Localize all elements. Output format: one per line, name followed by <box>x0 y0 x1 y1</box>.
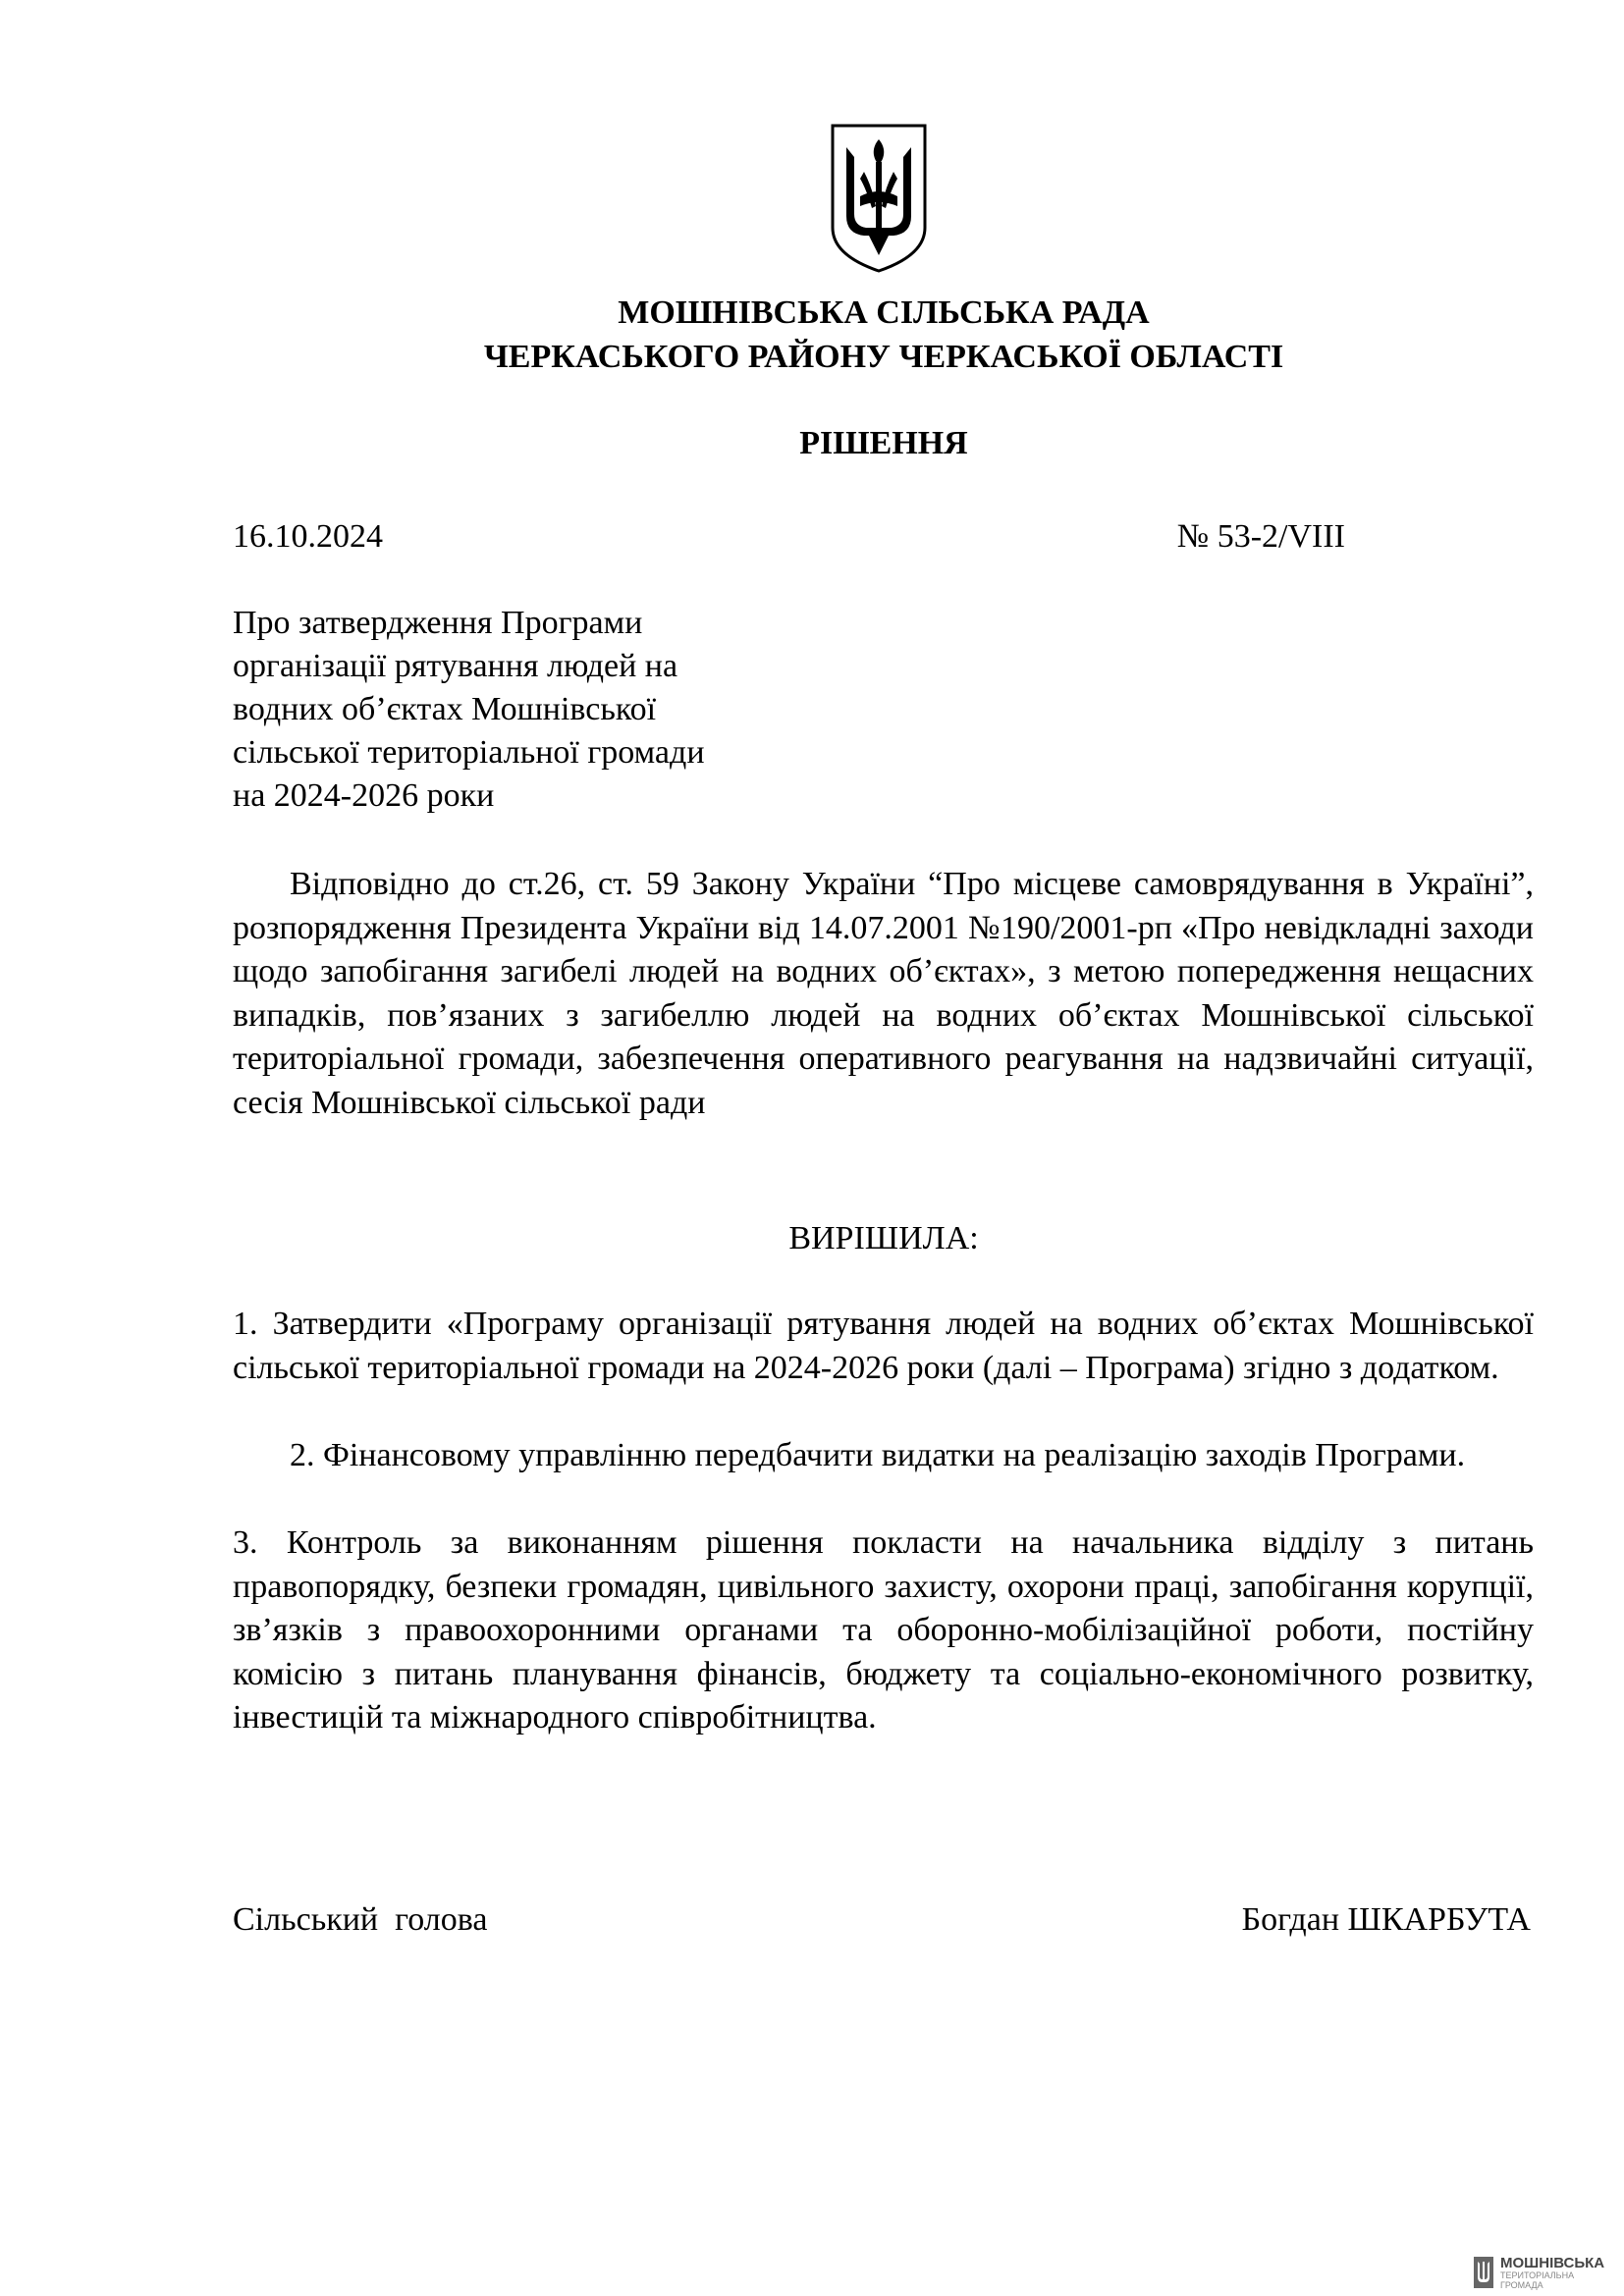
preamble-paragraph: Відповідно до ст.26, ст. 59 Закону України “Про місцеве самоврядування в Україні”, розпорядження Президента України від 14.07.2001 №190/2001-рп «Про невідкладні заходи щодо запобігання загибелі людей на водних об’єктах», з метою попередження нещасних випадків, пов’язаних з загибеллю людей на водних об’єктах Мошнівської сільської територіальної громади, забезпечення оперативного реагування на надзвичайні ситуації, сесія Мошнівської сільської ради <box>233 866 1534 1121</box>
resolution-item-2: 2. Фінансовому управлінню передбачити видатки на реалізацію заходів Програми. <box>290 1437 1466 1473</box>
logo-line-2: ТЕРИТОРІАЛЬНА <box>1500 2270 1575 2280</box>
document-type: РІШЕННЯ <box>799 425 968 461</box>
resolved-heading: ВИРІШИЛА: <box>788 1220 979 1256</box>
logo-text <box>1500 2256 1604 2290</box>
subject-line: сільської територіальної громади <box>233 734 705 771</box>
council-region: ЧЕРКАСЬКОГО РАЙОНУ ЧЕРКАСЬКОЇ ОБЛАСТІ <box>483 339 1284 375</box>
trident-emblem-icon <box>825 118 933 275</box>
signatory-name: Богдан ШКАРБУТА <box>1241 1901 1531 1938</box>
subject-line: на 2024-2026 роки <box>233 777 495 814</box>
subject-line: Про затвердження Програми <box>233 605 643 641</box>
resolution-item-1: 1. Затвердити «Програму організації рятування людей на водних об’єктах Мошнівської сільської територіальної громади на 2024-2026 роки (далі – Програма) згідно з додатком. <box>233 1306 1534 1386</box>
subject-line: водних об’єктах Мошнівської <box>233 691 657 727</box>
resolution-item-3: 3. Контроль за виконанням рішення покласти на начальника відділу з питань правопорядку, безпеки громадян, цивільного захисту, охорони праці, запобігання корупції, зв’язків з правоохоронними органами та оборонно-мобілізаційної роботи, постійну комісію з питань планування фінансів, бюджету та соціально-економічного розвитку, інвестицій та міжнародного співробітництва. <box>233 1524 1534 1735</box>
trident-small-icon <box>1473 2256 1494 2289</box>
logo-line-3: ГРОМАДА <box>1500 2280 1543 2290</box>
decision-date: 16.10.2024 <box>233 518 383 555</box>
decision-number: № 53-2/VIII <box>1176 518 1345 555</box>
subject-line: організації рятування людей на <box>233 648 678 684</box>
council-name: МОШНІВСЬКА СІЛЬСЬКА РАДА <box>618 294 1150 331</box>
decision-subject <box>233 602 822 818</box>
logo-line-1: МОШНІВСЬКА <box>1500 2255 1605 2271</box>
signatory-title: Сільський голова <box>233 1901 488 1938</box>
community-logo <box>1473 2254 1620 2293</box>
